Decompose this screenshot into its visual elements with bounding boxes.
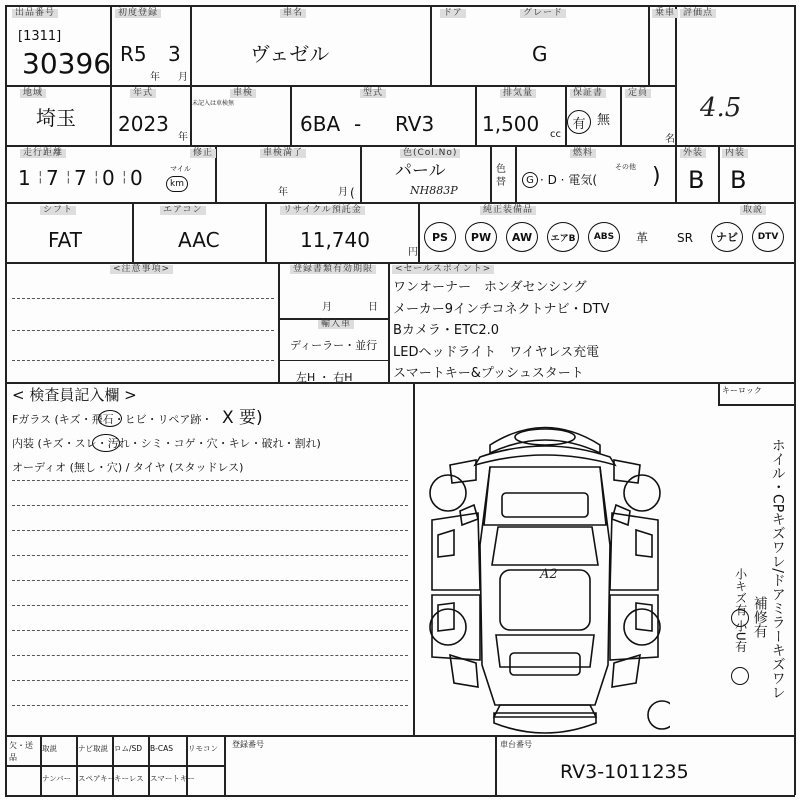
fuel-other: その他 <box>615 163 636 171</box>
header-first-registration: 初度登録 <box>115 9 161 18</box>
header-capacity: 定員 <box>625 89 651 98</box>
side-note-2: 補修有 <box>751 596 768 638</box>
header-color: 色(Col.No) <box>400 149 460 158</box>
km-circle: km <box>166 176 188 192</box>
footer-label: 欠・送品 <box>9 741 33 762</box>
displacement: 1,500 <box>482 112 540 136</box>
warranty-yes-circle: 有 <box>567 110 591 134</box>
missing-item-cell: スペアキー <box>78 774 116 783</box>
mileage-digit: 7 <box>46 166 59 190</box>
model-year-unit: 年 <box>178 132 188 143</box>
missing-item-cell: ロム/SD <box>114 744 143 753</box>
displacement-unit: cc <box>550 129 561 140</box>
warranty-no: 無 <box>597 113 611 128</box>
header-auction-number: 出品番号 <box>12 9 58 18</box>
sales-point: LEDヘッドライト ワイヤレス充電 <box>393 344 600 360</box>
evaluation-score: 4.5 <box>700 93 742 123</box>
header-inspection: 車検 <box>230 89 256 98</box>
writing-line <box>12 505 408 506</box>
digit-separator: ¦ <box>94 169 99 185</box>
writing-line <box>12 530 408 531</box>
equipment-item: ナビ <box>711 222 743 252</box>
equipment-item: PS <box>424 222 456 252</box>
recycle-fee: 11,740 <box>300 228 370 252</box>
expiry-month-unit: 月 <box>338 187 348 198</box>
header-fuel: 燃料 <box>570 149 596 158</box>
lot-code: [1311] <box>18 29 62 44</box>
shift: FAT <box>48 228 83 252</box>
header-recycle: リサイクル預託金 <box>280 206 365 215</box>
marked-small-scratch-circle <box>731 609 749 627</box>
mileage-digit: 0 <box>102 166 115 190</box>
missing-item-cell: スマートキー <box>150 774 195 783</box>
doc-expiry-day: 日 <box>368 302 378 313</box>
header-registration-number: 登録番号 <box>232 740 264 749</box>
digit-separator: ¦ <box>66 169 71 185</box>
writing-line <box>12 705 408 706</box>
header-seats: 乗車 <box>652 9 678 18</box>
missing-item-cell: ナンバー <box>42 774 72 783</box>
sales-point: Bカメラ・ETC2.0 <box>393 323 500 338</box>
writing-line <box>12 580 408 581</box>
color: パール <box>395 161 446 181</box>
doc-expiry-month: 月 <box>322 302 332 313</box>
model-year: 2023 <box>118 112 169 136</box>
import-type: ディーラー・並行 <box>290 339 378 352</box>
fuel-gasoline-circle: G <box>522 172 538 188</box>
color-code: NH883P <box>410 184 458 197</box>
reg-month: 3 <box>168 42 181 66</box>
chassis-number: RV3-1011235 <box>560 761 689 783</box>
header-notes: <注意事項> <box>110 265 173 274</box>
writing-line <box>12 680 408 681</box>
digit-separator: ¦ <box>38 169 43 185</box>
inspector-line-2: 内装 (キズ・スレ・汚れ・シミ・コゲ・穴・キレ・破れ・割れ) <box>12 437 321 450</box>
inspector-heading: < 検査員記入欄 > <box>12 386 137 404</box>
header-sales-points: <セールスポイント> <box>392 265 494 274</box>
header-aircon: エアコン <box>160 206 206 215</box>
reg-era: R5 <box>120 42 147 66</box>
model-dash: - <box>354 112 362 136</box>
lot-number: 30396 <box>22 47 112 80</box>
header-area: 地域 <box>20 89 46 98</box>
equipment-item: PW <box>465 222 497 252</box>
missing-item-cell: キーレス <box>114 774 144 783</box>
equipment-item: SR <box>677 231 693 245</box>
expiry-paren: ( <box>350 186 355 200</box>
equipment-item: ABS <box>588 222 620 252</box>
writing-line <box>12 555 408 556</box>
inspector-line-1: Fガラス (キズ・飛石・ヒビ・リペア跡・ <box>12 413 213 426</box>
writing-line <box>12 605 408 606</box>
car-name: ヴェゼル <box>250 42 330 66</box>
year-unit: 年 <box>150 72 160 83</box>
damage-mark: A2 <box>540 567 558 582</box>
marked-chip-circle <box>98 410 122 427</box>
writing-line <box>12 630 408 631</box>
exterior-grade: B <box>688 166 705 194</box>
header-mileage-status: 修正 <box>190 149 216 158</box>
sales-point: ワンオーナー ホンダセンシング <box>393 280 587 295</box>
header-exterior: 外装 <box>680 149 706 158</box>
key-lock-label: キーロック <box>722 386 762 395</box>
header-doc-expiry: 登録書類有効期限 <box>290 265 376 274</box>
header-expiry: 車検満了 <box>260 149 306 158</box>
handle-options: 左H ・ 右H <box>296 371 353 384</box>
mile-label: マイル <box>170 165 191 173</box>
header-interior: 内装 <box>722 149 748 158</box>
missing-item-cell: 取説 <box>42 744 57 753</box>
yen-unit: 円 <box>408 247 418 258</box>
equipment-item: AW <box>506 222 538 252</box>
capacity-unit: 名 <box>665 134 675 145</box>
header-grade: グレード <box>520 9 566 18</box>
aircon: AAC <box>178 228 220 252</box>
header-warranty: 保証書 <box>570 89 606 98</box>
area: 埼玉 <box>36 106 76 130</box>
grade: G <box>532 42 548 66</box>
inspector-line-1-x: X 要) <box>222 408 263 428</box>
mileage-digit: 7 <box>74 166 87 190</box>
marked-dirt-circle <box>92 434 120 452</box>
missing-item-cell: リモコン <box>188 744 218 753</box>
model-prefix: 6BA <box>300 112 341 136</box>
header-chassis-number: 車台番号 <box>500 740 532 749</box>
header-manual: 取説 <box>740 206 766 215</box>
digit-separator: ¦ <box>122 169 127 185</box>
inspection-note: 未記入は車検無 <box>192 100 235 107</box>
color-no-label: 色替 <box>496 164 506 188</box>
side-note-1: ホイル・CPキズワレ/ドアミラーキズワレ <box>769 438 786 699</box>
missing-item-cell: ナビ取説 <box>78 744 108 753</box>
writing-line <box>12 480 408 481</box>
equipment-item: 革 <box>636 231 649 245</box>
marked-small-u-circle <box>731 667 749 685</box>
header-displacement: 排気量 <box>500 89 536 98</box>
interior-grade: B <box>730 166 747 194</box>
header-mileage: 走行距離 <box>20 149 66 158</box>
expiry-year-unit: 年 <box>278 187 288 198</box>
model-code: RV3 <box>395 112 435 136</box>
missing-item-cell: B-CAS <box>150 744 173 753</box>
mileage-digit: 0 <box>130 166 143 190</box>
equipment-item: エアB <box>547 222 579 252</box>
header-car-name: 車名 <box>280 9 306 18</box>
header-shift: シフト <box>40 206 76 215</box>
inspector-line-3: オーディオ (無し・穴) / タイヤ (スタッドレス) <box>12 461 244 474</box>
fuel-options: · D · 電気( <box>540 173 597 187</box>
header-model-year: 年式 <box>130 89 156 98</box>
header-equipment: 純正装備品 <box>480 206 536 215</box>
equipment-item: DTV <box>752 222 784 252</box>
side-note-3: 小キズ有 小U有 <box>733 568 748 653</box>
mileage-digit: 1 <box>18 166 31 190</box>
sales-point: スマートキー&プッシュスタート <box>393 366 584 381</box>
header-evaluation: 評価点 <box>680 9 716 18</box>
sales-point: メーカー9インチコネクトナビ・DTV <box>393 301 610 317</box>
writing-line <box>12 655 408 656</box>
month-unit: 月 <box>178 72 188 83</box>
header-doors: ドア <box>440 9 466 18</box>
header-model-code: 型式 <box>360 89 386 98</box>
fuel-paren-close: ) <box>652 164 661 189</box>
header-import: 輸入車 <box>318 320 354 329</box>
